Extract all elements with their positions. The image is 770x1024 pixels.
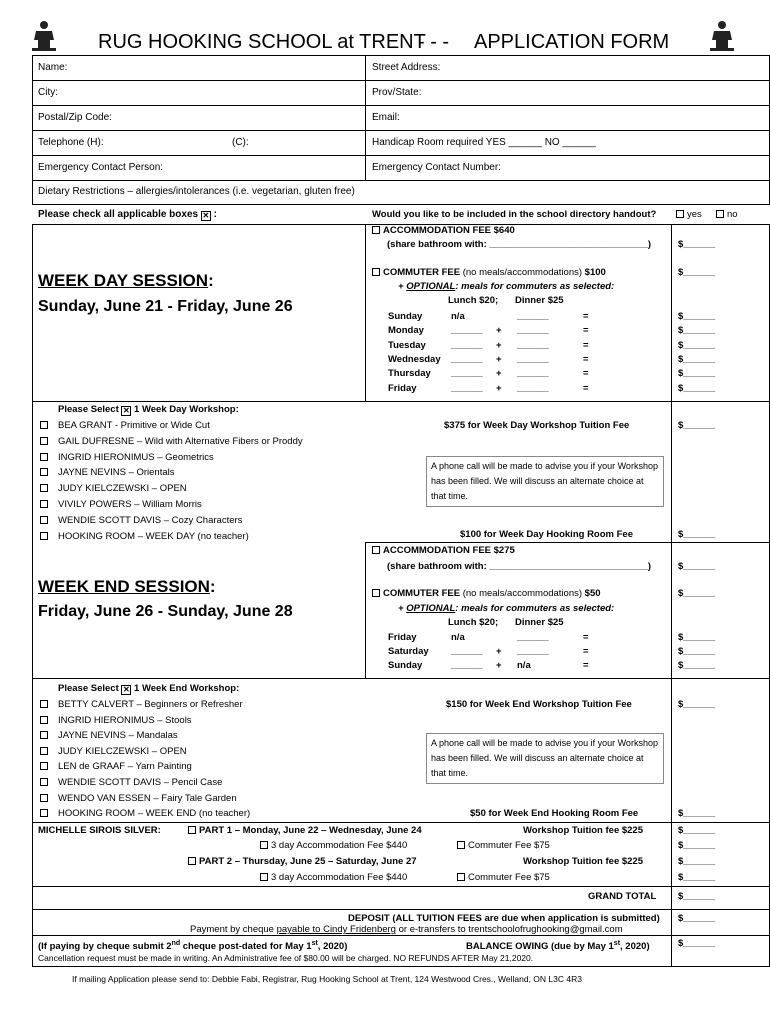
weekday-workshop-option[interactable]: [40, 452, 214, 464]
title-dashes: - - -: [418, 31, 450, 53]
weekday-hooking-amount[interactable]: $______: [678, 529, 715, 540]
balance-owing-label: BALANCE OWING (due by May 1st, 2020): [466, 940, 650, 953]
michelle-part2-fee: Workshop Tuition fee $225: [523, 856, 644, 867]
weekday-meal-plus: +: [496, 382, 502, 394]
weekday-meal-amount[interactable]: $______: [678, 339, 715, 351]
checkbox-icon[interactable]: [40, 516, 48, 524]
weekend-meal-amount[interactable]: $______: [678, 646, 715, 657]
checkbox-icon: [188, 857, 196, 865]
michelle-part1-accommodation[interactable]: 3 day Accommodation Fee $440: [260, 840, 407, 852]
weekend-workshop-label: BETTY CALVERT – Beginners or Refresher: [58, 699, 243, 710]
emergency-number-field[interactable]: Emergency Contact Number:: [372, 162, 501, 173]
weekday-accom-amount[interactable]: $______: [678, 239, 715, 250]
weekend-workshop-label: INGRID HIERONIMUS – Stools: [58, 714, 192, 726]
handicap-room-field[interactable]: Handicap Room required YES ______ NO ______: [372, 137, 596, 148]
checkbox-icon[interactable]: [40, 468, 48, 476]
weekday-workshop-option[interactable]: [40, 420, 210, 432]
telephone-cell-field[interactable]: (C):: [232, 137, 249, 148]
weekend-meal-dinner[interactable]: n/a: [517, 660, 531, 671]
checkbox-icon[interactable]: [40, 747, 48, 755]
checkbox-icon: [260, 873, 268, 881]
weekend-workshop-option[interactable]: [40, 793, 237, 805]
weekday-meal-dinner[interactable]: ______: [517, 339, 549, 351]
checkbox-icon: [372, 589, 380, 597]
checkbox-icon[interactable]: [40, 778, 48, 786]
weekend-workshop-label: HOOKING ROOM – WEEK END (no teacher): [58, 808, 251, 820]
checkbox-icon: [676, 210, 684, 218]
michelle-part2-commuter[interactable]: Commuter Fee $75: [457, 872, 550, 884]
weekday-workshop-label: JAYNE NEVINS – Orientals: [58, 467, 175, 479]
weekend-commuter-amount[interactable]: $______: [678, 588, 715, 599]
weekend-lunch-price: Lunch $20;: [448, 617, 499, 628]
checkbox-icon[interactable]: [40, 484, 48, 492]
weekend-workshop-label: WENDIE SCOTT DAVIS – Pencil Case: [58, 777, 223, 788]
weekday-workshop-option[interactable]: [40, 436, 303, 448]
weekday-workshop-option[interactable]: [40, 531, 249, 543]
logo-right: [708, 20, 736, 57]
directory-yes[interactable]: yes: [676, 209, 702, 221]
email-field[interactable]: Email:: [372, 112, 400, 123]
hooker-figure-icon: [30, 20, 58, 52]
weekday-meal-amount[interactable]: $______: [678, 382, 715, 394]
weekend-meal-dinner[interactable]: ______: [517, 646, 549, 657]
weekday-optional-meals: + OPTIONAL: meals for commuters as selected:: [398, 281, 615, 292]
checkbox-icon[interactable]: [40, 809, 48, 817]
weekday-meal-plus: +: [496, 339, 502, 351]
michelle-part1-commuter[interactable]: Commuter Fee $75: [457, 840, 550, 852]
weekday-meal-eq: =: [583, 382, 589, 394]
weekday-meal-day: Tuesday: [388, 339, 426, 351]
weekend-tuition-fee: $150 for Week End Workshop Tuition Fee: [446, 699, 632, 710]
x-box-icon: ✕: [202, 211, 210, 220]
weekday-meal-day: Sunday: [388, 311, 423, 322]
weekend-tuition-amount[interactable]: $______: [678, 699, 715, 710]
checkbox-icon[interactable]: [40, 421, 48, 429]
deposit-label: DEPOSIT (ALL TUITION FEES are due when application is submitted): [348, 913, 660, 924]
weekend-workshop-label: JAYNE NEVINS – Mandalas: [58, 730, 178, 742]
weekday-meal-dinner[interactable]: ______: [517, 311, 549, 322]
weekday-meal-eq: =: [583, 311, 589, 322]
michelle-part1-fee: Workshop Tuition fee $225: [523, 825, 644, 836]
weekend-workshop-option[interactable]: [40, 730, 178, 742]
postal-field[interactable]: Postal/Zip Code:: [38, 112, 112, 123]
weekend-meal-plus: +: [496, 646, 502, 657]
weekend-meal-day: Saturday: [388, 646, 429, 657]
checkbox-icon: [716, 210, 724, 218]
weekend-phone-note: A phone call will be made to advise you if your Workshop has been filled. We will discuss an alternate choice at that time.: [426, 733, 664, 784]
weekday-select-label: Please Select ✕ 1 Week Day Workshop:: [58, 404, 239, 415]
weekday-share-bathroom[interactable]: (share bathroom with: ______________________________): [387, 239, 652, 250]
weekday-meal-amount[interactable]: $______: [678, 353, 715, 365]
weekday-meal-day: Wednesday: [388, 353, 441, 365]
deposit-amount[interactable]: $______: [678, 913, 715, 924]
weekday-meal-eq: =: [583, 368, 589, 380]
weekday-tuition-fee: $375 for Week Day Workshop Tuition Fee: [444, 420, 630, 431]
weekend-workshop-option[interactable]: [40, 715, 192, 727]
weekday-meal-dinner[interactable]: ______: [517, 325, 549, 337]
weekend-dinner-price: Dinner $25: [515, 617, 564, 628]
weekday-meal-lunch[interactable]: ______: [451, 382, 483, 394]
weekday-workshop-label: VIVILY POWERS – William Morris: [58, 499, 202, 510]
checkbox-icon[interactable]: [40, 437, 48, 445]
weekday-session-title: WEEK DAY SESSION:: [38, 271, 214, 290]
checkbox-icon[interactable]: [40, 716, 48, 724]
form-subtitle: APPLICATION FORM: [474, 31, 670, 53]
balance-owing-amount[interactable]: $______: [678, 938, 715, 949]
michelle-part1[interactable]: PART 1 – Monday, June 22 – Wednesday, June 24: [188, 825, 422, 837]
weekday-hooking-room-fee: $100 for Week Day Hooking Room Fee: [460, 529, 633, 540]
directory-no[interactable]: no: [712, 209, 738, 221]
weekday-meal-plus: +: [496, 368, 502, 380]
weekday-meal-day: Monday: [388, 325, 424, 337]
weekday-commuter-fee[interactable]: COMMUTER FEE (no meals/accommodations) $100: [372, 267, 606, 279]
michelle-part2[interactable]: PART 2 – Thursday, June 25 – Saturday, June 27: [188, 856, 417, 868]
weekend-hooking-room-fee: $50 for Week End Hooking Room Fee: [470, 808, 639, 819]
weekend-meal-plus: +: [496, 660, 502, 671]
weekday-meal-amount[interactable]: $______: [678, 311, 715, 322]
weekend-workshop-option[interactable]: [40, 761, 192, 773]
weekend-hooking-amount[interactable]: $______: [678, 808, 715, 819]
weekday-phone-note: A phone call will be made to advise you if your Workshop has been filled. We will discuss an alternate choice at that time.: [426, 456, 664, 507]
weekday-workshop-option[interactable]: [40, 515, 242, 527]
weekend-share-bathroom[interactable]: (share bathroom with: ______________________________): [387, 561, 652, 572]
checkbox-icon[interactable]: [40, 700, 48, 708]
checkbox-icon: [457, 873, 465, 881]
name-field[interactable]: Name:: [38, 62, 68, 73]
weekday-meal-day: Friday: [388, 382, 417, 394]
form-title: RUG HOOKING SCHOOL at TRENT: [98, 31, 426, 53]
checkbox-icon[interactable]: [40, 762, 48, 770]
weekend-meal-day: Sunday: [388, 660, 423, 671]
michelle-part2-accommodation[interactable]: 3 day Accommodation Fee $440: [260, 872, 407, 884]
logo-left: [30, 20, 58, 57]
checkbox-icon[interactable]: [40, 794, 48, 802]
checkbox-icon: [372, 268, 380, 276]
weekend-meal-eq: =: [583, 632, 589, 643]
weekend-session-dates: Friday, June 26 - Sunday, June 28: [38, 603, 293, 620]
payment-instructions: Payment by cheque payable to Cindy Fridenberg or e-transfers to trentschoolofrughooking@gmail.com: [190, 924, 623, 935]
weekend-accom-amount[interactable]: $______: [678, 561, 715, 572]
weekday-meal-dinner[interactable]: ______: [517, 382, 549, 394]
weekday-meal-dinner[interactable]: ______: [517, 353, 549, 365]
checkbox-icon: [188, 826, 196, 834]
weekend-workshop-option[interactable]: [40, 746, 187, 758]
checkbox-icon: [457, 841, 465, 849]
weekday-meal-lunch[interactable]: n/a: [451, 311, 465, 322]
weekday-dinner-price: Dinner $25: [515, 295, 564, 306]
weekend-workshop-option[interactable]: [40, 777, 222, 789]
cheque-note: (If paying by cheque submit 2nd cheque post-dated for May 1st, 2020): [38, 940, 348, 953]
weekend-workshop-option[interactable]: [40, 808, 250, 820]
checkbox-icon[interactable]: [40, 453, 48, 461]
weekday-lunch-price: Lunch $20;: [448, 295, 499, 306]
telephone-home-field[interactable]: Telephone (H):: [38, 137, 104, 148]
weekday-accommodation-fee[interactable]: ACCOMMODATION FEE $640: [372, 225, 515, 237]
weekend-accommodation-fee[interactable]: ACCOMMODATION FEE $275: [372, 545, 515, 557]
weekday-meal-lunch[interactable]: ______: [451, 353, 483, 365]
weekday-workshop-label: GAIL DUFRESNE – Wild with Alternative Fibers or Proddy: [58, 435, 303, 447]
weekend-optional-meals: + OPTIONAL: meals for commuters as selected:: [398, 603, 615, 614]
michelle-name: MICHELLE SIROIS SILVER:: [38, 825, 161, 836]
weekend-workshop-label: LEN de GRAAF – Yarn Painting: [58, 761, 192, 773]
check-all-label: Please check all applicable boxes ✕ :: [38, 209, 217, 220]
street-field[interactable]: Street Address:: [372, 62, 441, 73]
weekday-workshop-label: INGRID HIERONIMUS – Geometrics: [58, 451, 214, 463]
weekday-meal-plus: +: [496, 325, 502, 337]
weekend-meal-dinner[interactable]: ______: [517, 632, 549, 643]
weekday-meal-plus: +: [496, 353, 502, 365]
cancellation-note: Cancellation request must be made in writing. An Administrative fee of $80.00 will be charged. NO REFUNDS AFTER May 21,2020.: [38, 953, 534, 963]
grand-total-amount[interactable]: $______: [678, 891, 715, 902]
checkbox-icon: [372, 226, 380, 234]
weekday-meal-lunch[interactable]: ______: [451, 368, 483, 380]
mailing-address: If mailing Application please send to: Debbie Fabi, Registrar, Rug Hooking School at Trent, 124 Westwood Cres., Welland, ON L3C 4R3: [72, 974, 582, 984]
michelle-part2-amount[interactable]: $______: [678, 856, 715, 867]
weekday-meal-eq: =: [583, 325, 589, 337]
x-box-icon: ✕: [123, 685, 130, 694]
weekday-workshop-label: HOOKING ROOM – WEEK DAY (no teacher): [58, 530, 249, 542]
prov-field[interactable]: Prov/State:: [372, 87, 422, 98]
weekday-meal-amount[interactable]: $______: [678, 325, 715, 337]
directory-question: Would you like to be included in the school directory handout?: [372, 209, 657, 220]
weekend-meal-lunch[interactable]: ______: [451, 646, 483, 657]
grand-total-label: GRAND TOTAL: [588, 891, 657, 902]
checkbox-icon[interactable]: [40, 731, 48, 739]
weekday-commuter-amount[interactable]: $______: [678, 267, 715, 278]
weekday-workshop-label: WENDIE SCOTT DAVIS – Cozy Characters: [58, 514, 243, 526]
city-field[interactable]: City:: [38, 87, 58, 98]
weekday-meal-lunch[interactable]: ______: [451, 339, 483, 351]
weekday-workshop-label: JUDY KIELCZEWSKI – OPEN: [58, 483, 187, 495]
x-box-icon: ✕: [123, 406, 130, 415]
weekday-meal-day: Thursday: [388, 368, 431, 380]
checkbox-icon[interactable]: [40, 532, 48, 540]
weekend-meal-amount[interactable]: $______: [678, 632, 715, 643]
weekend-meal-eq: =: [583, 646, 589, 657]
weekend-commuter-fee[interactable]: COMMUTER FEE (no meals/accommodations) $50: [372, 588, 601, 600]
dietary-field[interactable]: Dietary Restrictions – allergies/intolerances (i.e. vegetarian, gluten free): [38, 186, 355, 197]
checkbox-icon: [372, 546, 380, 554]
weekend-meal-day: Friday: [388, 632, 417, 643]
weekend-meal-lunch[interactable]: n/a: [451, 632, 465, 643]
weekend-meal-lunch[interactable]: ______: [451, 660, 483, 671]
weekend-workshop-label: WENDO VAN ESSEN – Fairy Tale Garden: [58, 792, 237, 804]
michelle-part1-accom-amount[interactable]: $______: [678, 840, 715, 851]
weekday-session-dates: Sunday, June 21 - Friday, June 26: [38, 298, 293, 315]
weekend-session-title: WEEK END SESSION:: [38, 577, 216, 596]
emergency-person-field[interactable]: Emergency Contact Person:: [38, 162, 164, 173]
weekend-meal-amount[interactable]: $______: [678, 660, 715, 671]
weekday-meal-amount[interactable]: $______: [678, 368, 715, 380]
weekend-select-label: Please Select ✕ 1 Week End Workshop:: [58, 683, 240, 694]
michelle-part1-amount[interactable]: $______: [678, 825, 715, 836]
weekday-workshop-option[interactable]: [40, 499, 202, 511]
checkbox-icon: [260, 841, 268, 849]
weekday-tuition-amount[interactable]: $______: [678, 420, 715, 431]
checkbox-icon[interactable]: [40, 500, 48, 508]
weekday-meal-lunch[interactable]: ______: [451, 325, 483, 337]
michelle-part2-accom-amount[interactable]: $______: [678, 872, 715, 883]
weekday-meal-dinner[interactable]: ______: [517, 368, 549, 380]
weekday-meal-eq: =: [583, 353, 589, 365]
weekday-meal-eq: =: [583, 339, 589, 351]
weekend-workshop-label: JUDY KIELCZEWSKI – OPEN: [58, 745, 187, 757]
weekday-workshop-option[interactable]: [40, 467, 175, 479]
hooker-figure-icon: [708, 20, 736, 52]
weekday-workshop-label: BEA GRANT - Primitive or Wide Cut: [58, 420, 210, 431]
weekend-meal-eq: =: [583, 660, 589, 671]
weekend-workshop-option[interactable]: [40, 699, 243, 711]
weekday-workshop-option[interactable]: [40, 483, 187, 495]
